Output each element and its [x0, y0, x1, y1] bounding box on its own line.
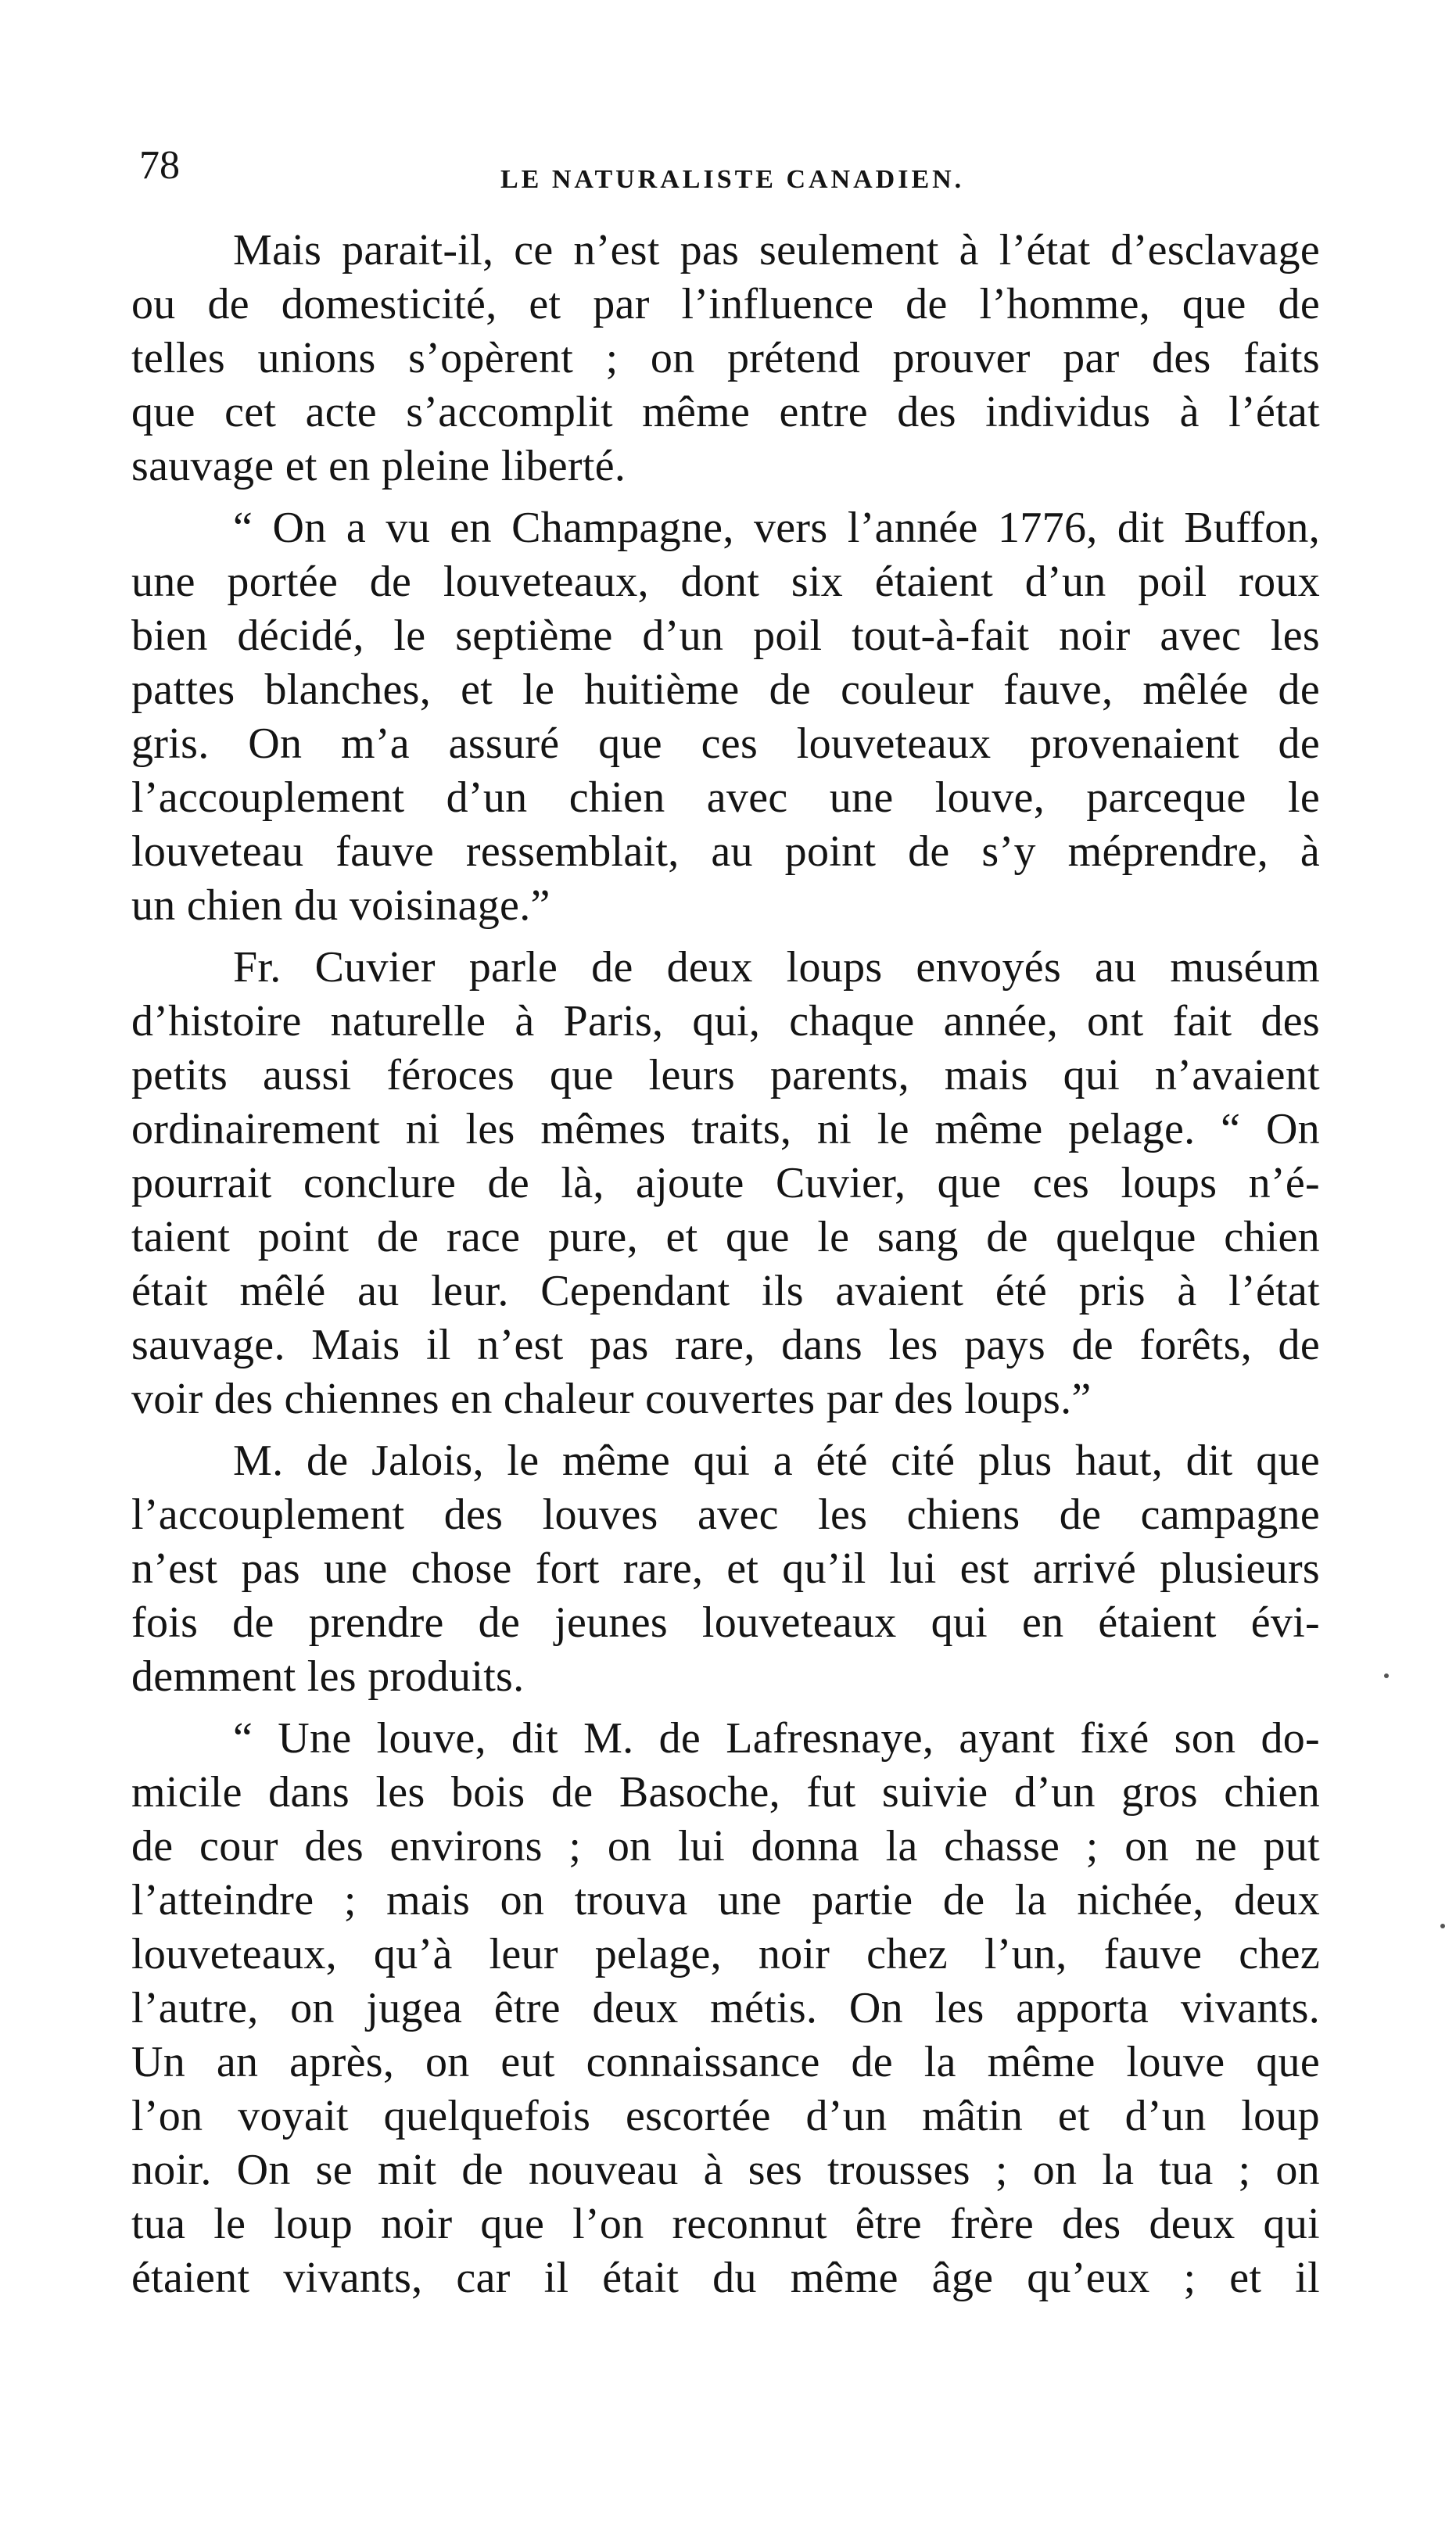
- text-line: louveteau fauve ressemblait, au point de s’y méprendre, à: [131, 827, 1320, 876]
- text-line: bien décidé, le septième d’un poil tout-à-fait noir avec les: [131, 612, 1320, 660]
- text-line: que cet acte s’accomplit même entre des individus à l’état: [131, 388, 1320, 436]
- text-line: telles unions s’opèrent ; on prétend prouver par des faits: [131, 334, 1320, 382]
- text-line: pourrait conclure de là, ajoute Cuvier, que ces loups n’é-: [131, 1159, 1320, 1207]
- text-line: l’atteindre ; mais on trouva une partie de la nichée, deux: [131, 1876, 1320, 1924]
- text-line: micile dans les bois de Basoche, fut suivie d’un gros chien: [131, 1768, 1320, 1817]
- text-line: l’accouplement des louves avec les chiens de campagne: [131, 1490, 1320, 1539]
- text-line: voir des chiennes en chaleur couvertes par des loups.”: [131, 1375, 1092, 1423]
- text-line: fois de prendre de jeunes louveteaux qui en étaient évi-: [131, 1598, 1320, 1647]
- text-line: de cour des environs ; on lui donna la chasse ; on ne put: [131, 1822, 1320, 1871]
- text-line: louveteaux, qu’à leur pelage, noir chez l’un, fauve chez: [131, 1930, 1320, 1978]
- text-line: Fr. Cuvier parle de deux loups envoyés au muséum: [233, 943, 1320, 992]
- text-line: étaient vivants, car il était du même âge qu’eux ; et il: [131, 2254, 1320, 2302]
- paragraph: [131, 1434, 1320, 1704]
- running-head: LE NATURALISTE CANADIEN.: [500, 165, 965, 194]
- text-line: n’est pas une chose fort rare, et qu’il lui est arrivé plusieurs: [131, 1544, 1320, 1593]
- text-line: noir. On se mit de nouveau à ses trousses ; on la tua ; on: [131, 2146, 1320, 2194]
- text-line: taient point de race pure, et que le sang de quelque chien: [131, 1213, 1320, 1261]
- text-line: “ On a vu en Champagne, vers l’année 1776, dit Buffon,: [233, 504, 1320, 552]
- text-line: était mêlé au leur. Cependant ils avaient été pris à l’état: [131, 1267, 1320, 1315]
- paragraph: [131, 501, 1320, 933]
- text-line: Mais parait-il, ce n’est pas seulement à l’état d’esclavage: [233, 226, 1320, 274]
- paragraph: [131, 1712, 1320, 2305]
- body-text: [131, 224, 1320, 2305]
- text-line: tua le loup noir que l’on reconnut être frère des deux qui: [131, 2200, 1320, 2248]
- text-line: petits aussi féroces que leurs parents, mais qui n’avaient: [131, 1051, 1320, 1099]
- text-line: l’accouplement d’un chien avec une louve, parceque le: [131, 773, 1320, 822]
- text-line: l’on voyait quelquefois escortée d’un mâtin et d’un loup: [131, 2092, 1320, 2140]
- text-line: demment les produits.: [131, 1652, 525, 1701]
- scan-speck: [1384, 1673, 1389, 1678]
- text-line: sauvage et en pleine liberté.: [131, 442, 626, 490]
- paragraph: [131, 224, 1320, 493]
- text-line: Un an après, on eut connaissance de la même louve que: [131, 2038, 1320, 2086]
- text-line: l’autre, on jugea être deux métis. On les apporta vivants.: [131, 1984, 1320, 2032]
- scan-speck: [1440, 1924, 1445, 1928]
- text-line: M. de Jalois, le même qui a été cité plus haut, dit que: [233, 1437, 1320, 1485]
- page-number: 78: [139, 143, 180, 188]
- text-line: sauvage. Mais il n’est pas rare, dans les pays de forêts, de: [131, 1321, 1320, 1369]
- text-line: d’histoire naturelle à Paris, qui, chaque année, ont fait des: [131, 997, 1320, 1046]
- text-line: ordinairement ni les mêmes traits, ni le même pelage. “ On: [131, 1105, 1320, 1153]
- text-line: un chien du voisinage.”: [131, 881, 550, 930]
- text-line: ou de domesticité, et par l’influence de l’homme, que de: [131, 280, 1320, 328]
- text-line: “ Une louve, dit M. de Lafresnaye, ayant fixé son do-: [233, 1714, 1320, 1763]
- paragraph: [131, 941, 1320, 1426]
- text-line: pattes blanches, et le huitième de couleur fauve, mêlée de: [131, 665, 1320, 714]
- text-line: une portée de louveteaux, dont six étaient d’un poil roux: [131, 558, 1320, 606]
- text-line: gris. On m’a assuré que ces louveteaux provenaient de: [131, 719, 1320, 768]
